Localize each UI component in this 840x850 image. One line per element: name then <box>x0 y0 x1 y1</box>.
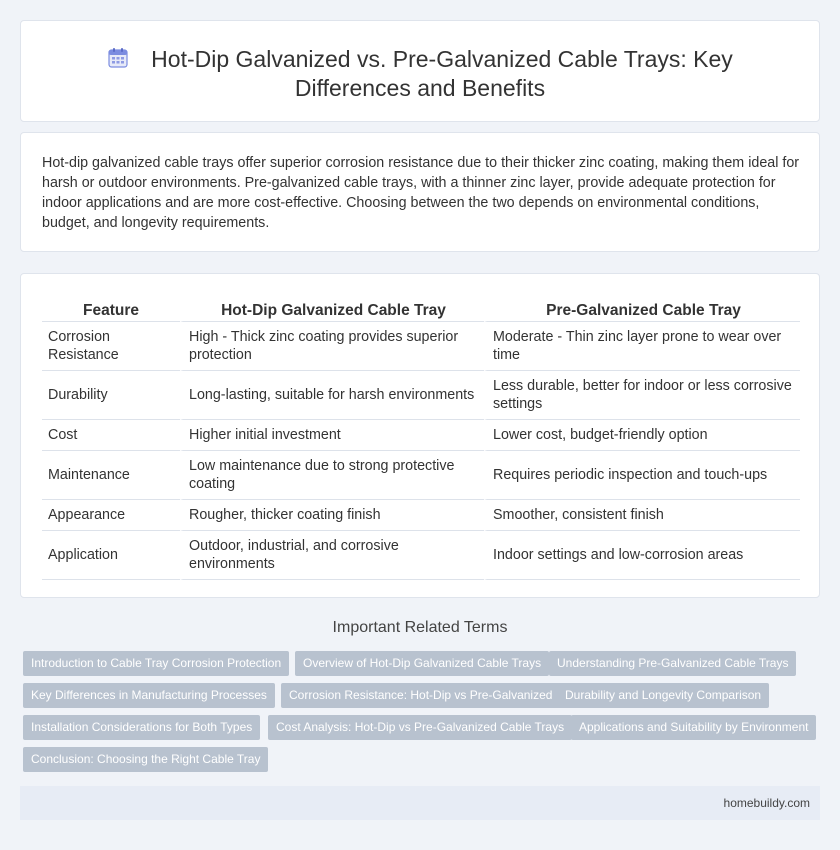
header-card <box>20 20 820 122</box>
header-feature: Feature <box>42 296 180 322</box>
hot-dip-cell: Higher initial investment <box>180 420 484 451</box>
feature-cell: Appearance <box>42 500 180 531</box>
header-hot-dip: Hot-Dip Galvanized Cable Tray <box>180 296 484 322</box>
hot-dip-cell: High - Thick zinc coating provides superior protection <box>180 322 484 371</box>
related-term-tag[interactable]: Conclusion: Choosing the Right Cable Tray <box>23 747 268 772</box>
related-term-tag[interactable]: Applications and Suitability by Environment <box>571 715 816 740</box>
related-term-tag[interactable]: Durability and Longevity Comparison <box>557 683 769 708</box>
related-term-tag[interactable]: Installation Considerations for Both Types <box>23 715 260 740</box>
table-row <box>42 531 800 580</box>
footer-site[interactable]: homebuildy.com <box>723 796 810 810</box>
related-term-tag[interactable]: Understanding Pre-Galvanized Cable Trays <box>549 651 796 676</box>
table-row <box>42 322 800 371</box>
hot-dip-cell: Rougher, thicker coating finish <box>180 500 484 531</box>
table-header-row <box>42 296 800 322</box>
feature-cell: Corrosion Resistance <box>42 322 180 371</box>
related-terms-title: Important Related Terms <box>332 619 508 636</box>
feature-cell: Application <box>42 531 180 580</box>
header-pre-galvanized: Pre-Galvanized Cable Tray <box>484 296 800 322</box>
pre-galvanized-cell: Less durable, better for indoor or less corrosive settings <box>484 371 800 420</box>
pre-galvanized-cell: Lower cost, budget-friendly option <box>484 420 800 451</box>
hot-dip-cell: Long-lasting, suitable for harsh environments <box>180 371 484 420</box>
related-term-tag[interactable]: Introduction to Cable Tray Corrosion Protection <box>23 651 289 676</box>
hot-dip-cell: Low maintenance due to strong protective coating <box>180 451 484 500</box>
related-term-tag[interactable]: Overview of Hot-Dip Galvanized Cable Trays <box>295 651 549 676</box>
feature-cell: Cost <box>42 420 180 451</box>
related-term-tag[interactable]: Cost Analysis: Hot-Dip vs Pre-Galvanized Cable Trays <box>268 715 572 740</box>
page-title: Hot-Dip Galvanized vs. Pre-Galvanized Cable Trays: Key Differences and Benefits <box>151 46 733 101</box>
table-row <box>42 451 800 500</box>
intro-paragraph: Hot-dip galvanized cable trays offer superior corrosion resistance due to their thicker zinc coating, making them ideal for harsh or outdoor environments. Pre-galvanized cable trays, with a thinner zinc layer, provide adequate protection for indoor applications and are more cost-effective. Choosing between the two depends on environmental conditions, budget, and longevity requirements. <box>42 155 800 231</box>
related-term-tag[interactable]: Corrosion Resistance: Hot-Dip vs Pre-Galvanized <box>281 683 560 708</box>
feature-cell: Maintenance <box>42 451 180 500</box>
table-row <box>42 371 800 420</box>
pre-galvanized-cell: Indoor settings and low-corrosion areas <box>484 531 800 580</box>
pre-galvanized-cell: Moderate - Thin zinc layer prone to wear over time <box>484 322 800 371</box>
table-row <box>42 420 800 451</box>
hot-dip-cell: Outdoor, industrial, and corrosive environments <box>180 531 484 580</box>
comparison-table <box>42 296 800 580</box>
comparison-card <box>20 273 820 598</box>
calendar-icon <box>107 47 129 69</box>
page-title-wrap <box>21 45 819 103</box>
table-row <box>42 500 800 531</box>
pre-galvanized-cell: Requires periodic inspection and touch-ups <box>484 451 800 500</box>
intro-card <box>20 132 820 252</box>
footer <box>20 786 820 820</box>
feature-cell: Durability <box>42 371 180 420</box>
related-term-tag[interactable]: Key Differences in Manufacturing Processes <box>23 683 275 708</box>
pre-galvanized-cell: Smoother, consistent finish <box>484 500 800 531</box>
